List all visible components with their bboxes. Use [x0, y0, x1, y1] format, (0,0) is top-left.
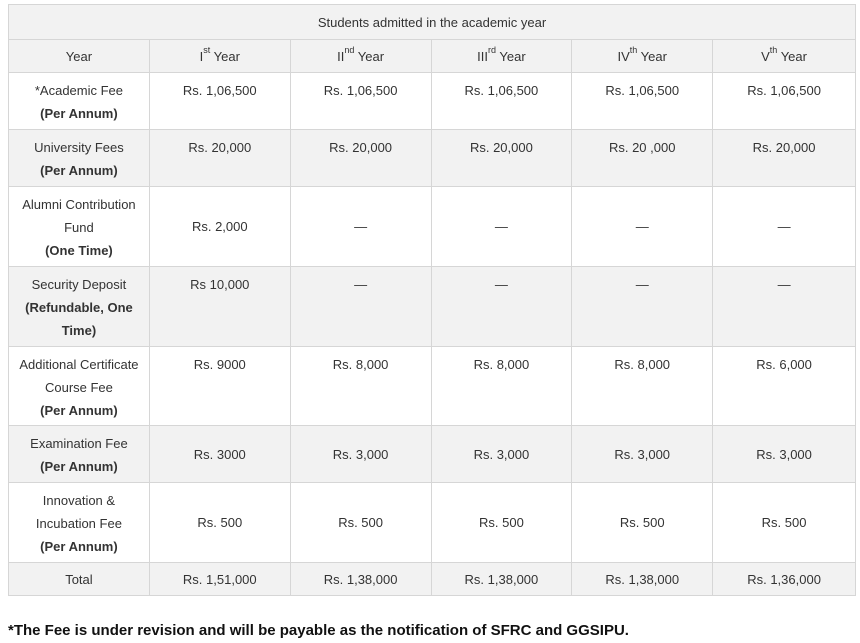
row-label: Examination Fee (Per Annum): [9, 426, 150, 483]
header-year-2: IInd Year: [290, 40, 431, 73]
total-label: Total: [9, 563, 150, 596]
row-label: University Fees (Per Annum): [9, 130, 150, 187]
cell-value: Rs. 20,000: [713, 130, 856, 187]
header-year-1: Ist Year: [149, 40, 290, 73]
header-row: [9, 40, 856, 73]
table-row: [9, 267, 856, 347]
table-caption: Students admitted in the academic year: [9, 5, 856, 40]
cell-value: Rs. 2,000: [149, 187, 290, 267]
cell-value: Rs. 8,000: [431, 347, 572, 426]
cell-value: Rs. 6,000: [713, 347, 856, 426]
row-label: *Academic Fee (Per Annum): [9, 73, 150, 130]
table-row: [9, 130, 856, 187]
cell-value: Rs. 3000: [149, 426, 290, 483]
cell-value: —: [290, 267, 431, 347]
table-row: [9, 426, 856, 483]
header-year-4: IVth Year: [572, 40, 713, 73]
table-row: [9, 73, 856, 130]
total-value: Rs. 1,38,000: [290, 563, 431, 596]
row-label: Security Deposit (Refundable, One Time): [9, 267, 150, 347]
cell-value: Rs. 1,06,500: [149, 73, 290, 130]
cell-value: —: [431, 187, 572, 267]
cell-value: Rs. 3,000: [290, 426, 431, 483]
cell-value: Rs. 1,06,500: [431, 73, 572, 130]
cell-value: Rs. 1,06,500: [290, 73, 431, 130]
cell-value: —: [572, 187, 713, 267]
cell-value: Rs. 1,06,500: [713, 73, 856, 130]
header-year-5: Vth Year: [713, 40, 856, 73]
table-row: [9, 187, 856, 267]
cell-value: —: [713, 267, 856, 347]
cell-value: Rs. 500: [149, 483, 290, 563]
total-value: Rs. 1,51,000: [149, 563, 290, 596]
cell-value: Rs. 500: [572, 483, 713, 563]
cell-value: Rs. 3,000: [572, 426, 713, 483]
total-value: Rs. 1,38,000: [431, 563, 572, 596]
row-label: Additional Certificate Course Fee (Per Annum): [9, 347, 150, 426]
cell-value: Rs. 8,000: [290, 347, 431, 426]
cell-value: Rs. 9000: [149, 347, 290, 426]
cell-value: Rs. 500: [713, 483, 856, 563]
cell-value: Rs. 20 ,000: [572, 130, 713, 187]
table-row: [9, 347, 856, 426]
cell-value: Rs. 500: [290, 483, 431, 563]
cell-value: —: [290, 187, 431, 267]
total-value: Rs. 1,36,000: [713, 563, 856, 596]
cell-value: —: [431, 267, 572, 347]
header-year: Year: [9, 40, 150, 73]
row-label: Innovation & Incubation Fee (Per Annum): [9, 483, 150, 563]
cell-value: Rs. 20,000: [149, 130, 290, 187]
cell-value: Rs. 20,000: [290, 130, 431, 187]
table-row: [9, 483, 856, 563]
fee-revision-note: *The Fee is under revision and will be payable as the notification of SFRC and GGSIPU.: [8, 622, 629, 639]
cell-value: Rs 10,000: [149, 267, 290, 347]
cell-value: Rs. 3,000: [431, 426, 572, 483]
header-year-3: IIIrd Year: [431, 40, 572, 73]
cell-value: Rs. 8,000: [572, 347, 713, 426]
total-row: [9, 563, 856, 596]
cell-value: Rs. 500: [431, 483, 572, 563]
cell-value: Rs. 1,06,500: [572, 73, 713, 130]
cell-value: Rs. 3,000: [713, 426, 856, 483]
cell-value: Rs. 20,000: [431, 130, 572, 187]
cell-value: —: [713, 187, 856, 267]
total-value: Rs. 1,38,000: [572, 563, 713, 596]
caption-row: [9, 5, 856, 40]
row-label: Alumni Contribution Fund (One Time): [9, 187, 150, 267]
fee-table: [8, 4, 856, 596]
cell-value: —: [572, 267, 713, 347]
